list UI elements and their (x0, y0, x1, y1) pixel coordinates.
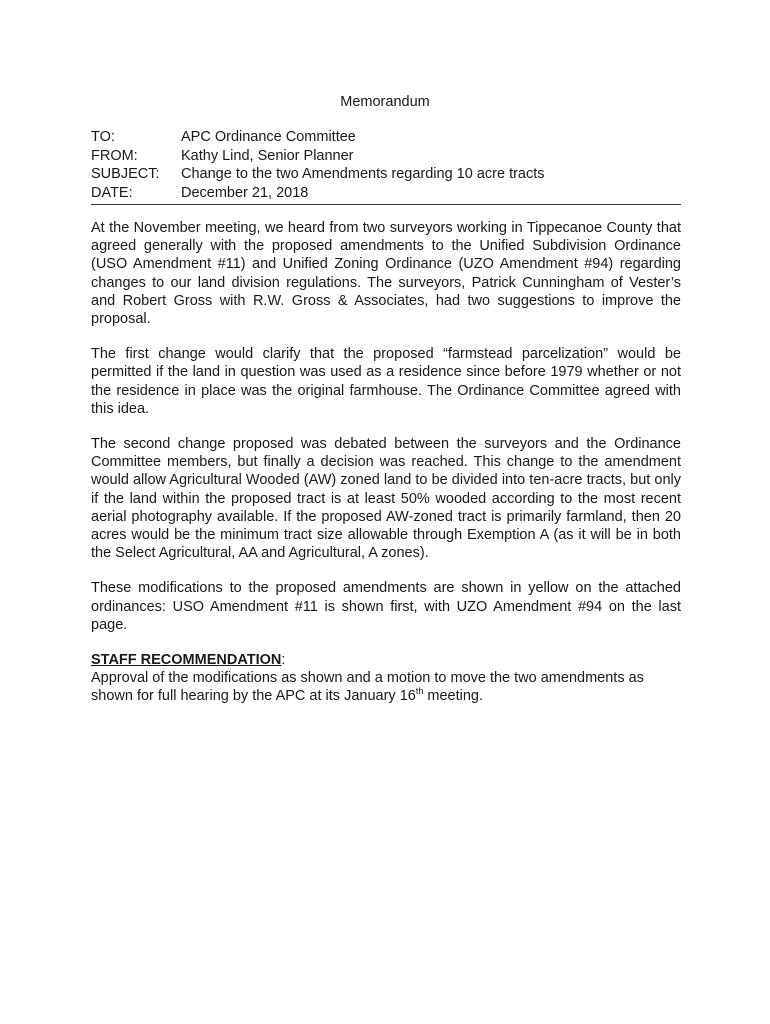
header-value-to: APC Ordinance Committee (181, 129, 356, 145)
recommendation-colon: : (281, 652, 286, 669)
memo-body (91, 219, 681, 706)
staff-recommendation (91, 651, 681, 706)
header-label-to: TO: (91, 129, 115, 145)
recommendation-heading-line (91, 651, 681, 669)
header-row-date (91, 184, 681, 203)
recommendation-text-main: Approval of the modifications as shown and a motion to move the two amendments as shown for full hearing by the APC at its January 16 (91, 670, 644, 705)
memo-header (91, 128, 681, 205)
header-row-subject (91, 165, 681, 184)
recommendation-text (91, 669, 681, 705)
memo-title: Memorandum (340, 94, 430, 110)
paragraph-first-change: The first change would clarify that the proposed “farmstead parcelization” would be permitted if the land in question was used as a residence since before 1979 whether or not the residence in place was the original farmhouse. The Ordinance Committee agreed with this idea. (91, 346, 681, 417)
recommendation-superscript: th (415, 686, 424, 697)
header-label-from: FROM: (91, 147, 138, 164)
header-row-from (91, 147, 681, 166)
recommendation-heading: STAFF RECOMMENDATION (91, 652, 282, 669)
paragraph-second-change: The second change proposed was debated between the surveyors and the Ordinance Committee members, but finally a decision was reached. This change to the amendment would allow Agricultural Wooded (AW) zoned land to be divided into ten-acre tracts, but only if the land within the proposed tract is at least 50% wooded according to the most recent aerial photography available. If the proposed AW-zoned tract is primarily farmland, then 20 acres would be the minimum tract size allowable through Exemption A (as it will be in both the Select Agricultural, AA and Agricultural, A zones). (91, 436, 681, 562)
paragraph-modifications: These modifications to the proposed amendments are shown in yellow on the attached ordinances: USO Amendment #11 is shown first, with UZO Amendment #94 on the last page. (91, 580, 681, 633)
header-value-from: Kathy Lind, Senior Planner (181, 147, 354, 164)
header-row-to (91, 128, 681, 147)
recommendation-text-end: meeting. (423, 688, 483, 705)
header-label-date: DATE: (91, 184, 133, 201)
header-value-subject: Change to the two Amendments regarding 10 acre tracts (181, 166, 545, 182)
header-value-date: December 21, 2018 (181, 184, 309, 201)
header-label-subject: SUBJECT: (91, 166, 160, 182)
paragraph-intro: At the November meeting, we heard from two surveyors working in Tippecanoe County that agreed generally with the proposed amendments to the Unified Subdivision Ordinance (USO Amendment #11) and Unified Zoning Ordinance (UZO Amendment #94) regarding changes to our land division regulations. The surveyors, Patrick Cunningham of Vester’s and Robert Gross with R.W. Gross & Associates, had two suggestions to improve the proposal. (91, 220, 681, 328)
